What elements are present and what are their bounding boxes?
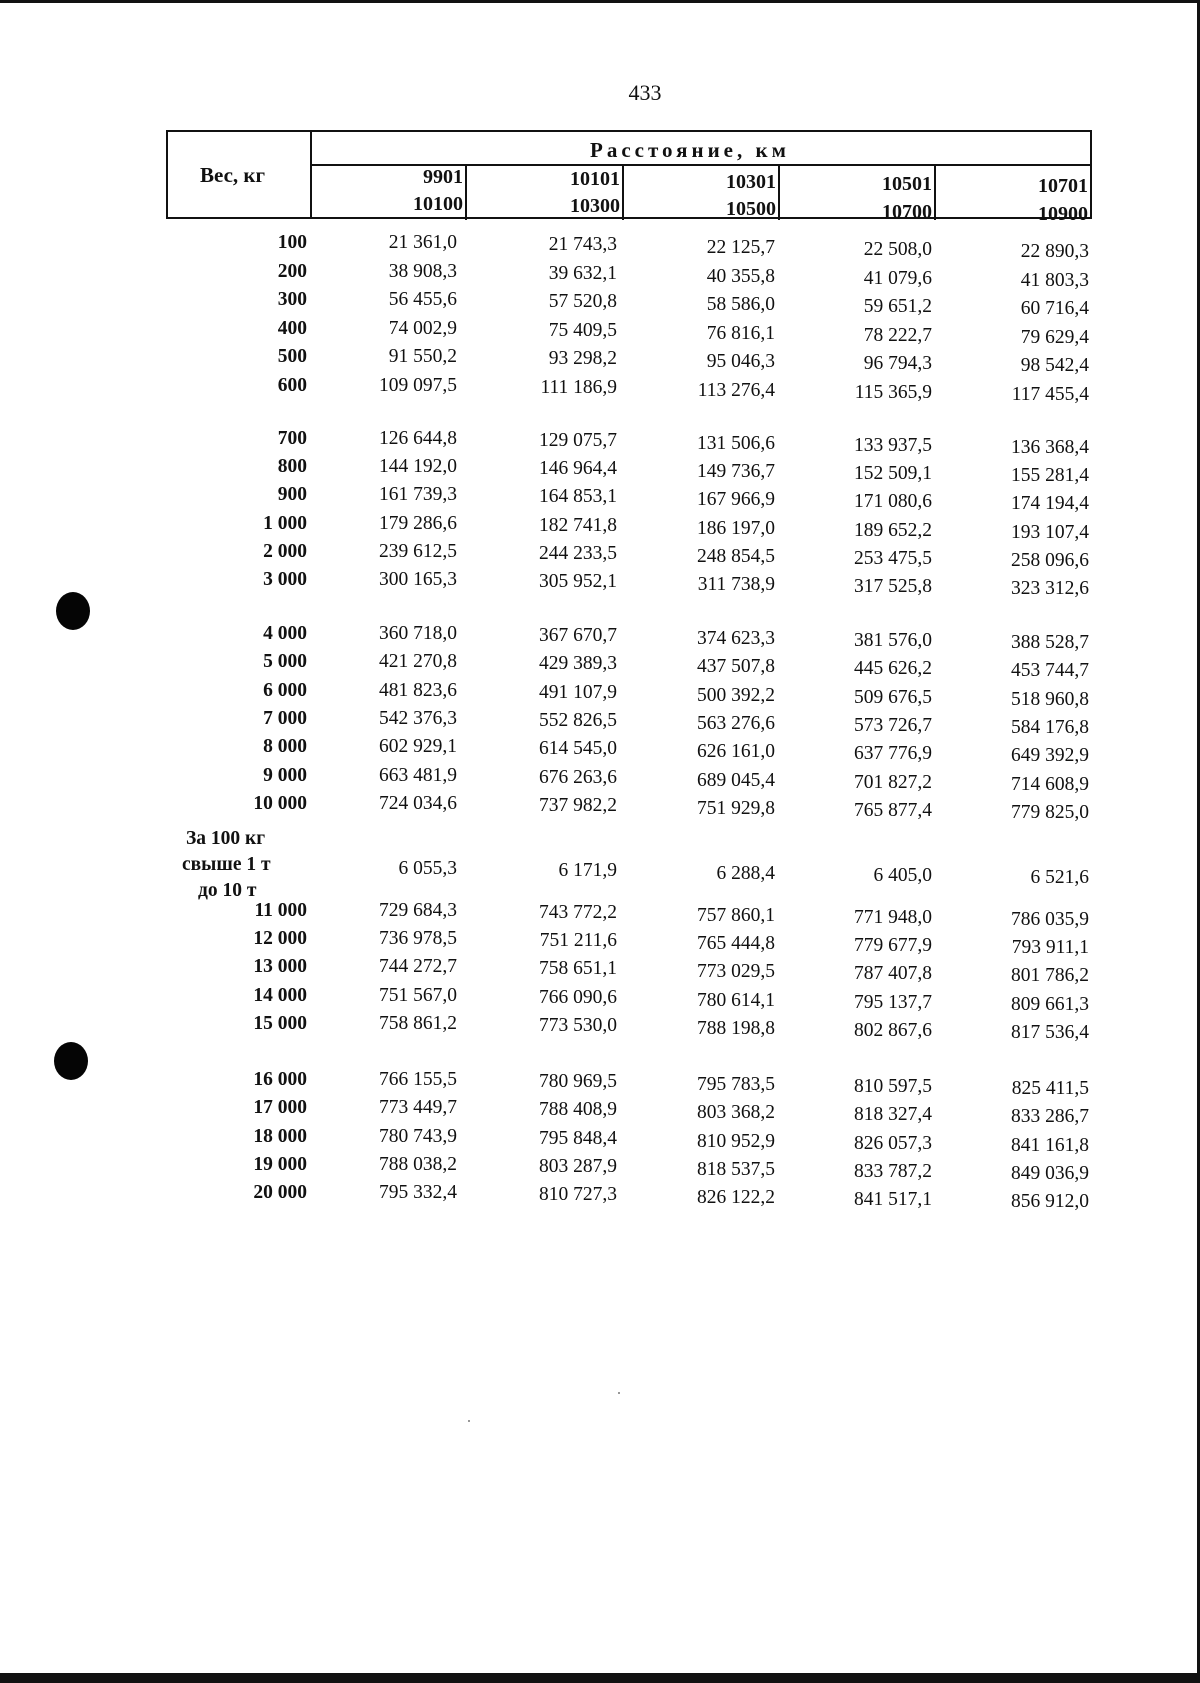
surcharge-label-line: За 100 кг: [186, 828, 266, 849]
value-cell: 300 165,3: [379, 569, 457, 590]
weight-cell: 12 000: [253, 928, 307, 949]
value-cell: 809 661,3: [1011, 994, 1089, 1015]
value-cell: 676 263,6: [539, 767, 617, 788]
value-cell: 76 816,1: [706, 323, 775, 344]
value-cell: 182 741,8: [539, 515, 617, 536]
value-cell: 773 029,5: [697, 961, 775, 982]
value-cell: 766 155,5: [379, 1069, 457, 1090]
weight-cell: 700: [277, 428, 307, 449]
surcharge-value-cell: 6 171,9: [558, 860, 617, 881]
value-cell: 765 444,8: [697, 933, 775, 954]
value-cell: 793 911,1: [1011, 937, 1089, 958]
table-row: [0, 484, 1200, 514]
value-cell: 788 408,9: [539, 1099, 617, 1120]
weight-cell: 400: [277, 318, 307, 339]
table-row: [0, 232, 1200, 262]
weight-cell: 17 000: [253, 1097, 307, 1118]
value-cell: 744 272,7: [379, 956, 457, 977]
value-cell: 757 860,1: [697, 905, 775, 926]
value-cell: 766 090,6: [539, 987, 617, 1008]
value-cell: 663 481,9: [379, 765, 457, 786]
value-cell: 795 137,7: [854, 992, 932, 1013]
value-cell: 817 536,4: [1011, 1022, 1089, 1043]
table-row: [0, 261, 1200, 291]
value-cell: 79 629,4: [1020, 327, 1089, 348]
table-row: [0, 736, 1200, 766]
table-row: [0, 956, 1200, 986]
weight-cell: 15 000: [253, 1013, 307, 1034]
value-cell: 518 960,8: [1011, 689, 1089, 710]
table-row: [0, 1069, 1200, 1099]
value-cell: 360 718,0: [379, 623, 457, 644]
value-cell: 841 161,8: [1011, 1135, 1089, 1156]
value-cell: 637 776,9: [854, 743, 932, 764]
value-cell: 758 651,1: [539, 958, 617, 979]
page-number: 433: [628, 80, 662, 105]
value-cell: 818 537,5: [697, 1159, 775, 1180]
weight-cell: 2 000: [263, 541, 307, 562]
value-cell: 115 365,9: [854, 382, 932, 403]
value-cell: 724 034,6: [379, 793, 457, 814]
value-cell: 248 854,5: [697, 546, 775, 567]
weight-cell: 10 000: [253, 793, 307, 814]
value-cell: 133 937,5: [854, 435, 932, 456]
table-row: [0, 513, 1200, 543]
value-cell: 39 632,1: [548, 263, 617, 284]
value-cell: 795 332,4: [379, 1182, 457, 1203]
weight-cell: 6 000: [263, 680, 307, 701]
value-cell: 21 361,0: [388, 232, 457, 253]
value-cell: 253 475,5: [854, 548, 932, 569]
weight-cell: 11 000: [254, 900, 307, 921]
table-row: [0, 569, 1200, 599]
surcharge-value-cell: 6 405,0: [873, 865, 932, 886]
value-cell: 787 407,8: [854, 963, 932, 984]
value-cell: 849 036,9: [1011, 1163, 1089, 1184]
value-cell: 74 002,9: [388, 318, 457, 339]
value-cell: 437 507,8: [697, 656, 775, 677]
range-to-3: 10500: [726, 198, 776, 220]
value-cell: 765 877,4: [854, 800, 932, 821]
range-to-2: 10300: [570, 195, 620, 217]
value-cell: 714 608,9: [1011, 774, 1089, 795]
weight-column-header: Вес, кг: [200, 163, 266, 187]
value-cell: 779 677,9: [854, 935, 932, 956]
table-row: [0, 928, 1200, 958]
value-cell: 149 736,7: [697, 461, 775, 482]
value-cell: 41 079,6: [863, 268, 932, 289]
weight-cell: 300: [277, 289, 307, 310]
value-cell: 563 276,6: [697, 713, 775, 734]
range-to-4: 10700: [882, 201, 932, 223]
value-cell: 751 929,8: [697, 798, 775, 819]
value-cell: 802 867,6: [854, 1020, 932, 1041]
value-cell: 109 097,5: [379, 375, 457, 396]
table-row: [0, 1013, 1200, 1043]
value-cell: 649 392,9: [1011, 745, 1089, 766]
weight-cell: 3 000: [263, 569, 307, 590]
value-cell: 810 952,9: [697, 1131, 775, 1152]
value-cell: 113 276,4: [697, 380, 775, 401]
table-row: [0, 289, 1200, 319]
value-cell: 161 739,3: [379, 484, 457, 505]
value-cell: 323 312,6: [1011, 578, 1089, 599]
value-cell: 136 368,4: [1011, 437, 1089, 458]
value-cell: 751 567,0: [379, 985, 457, 1006]
value-cell: 244 233,5: [539, 543, 617, 564]
weight-cell: 20 000: [253, 1182, 307, 1203]
value-cell: 189 652,2: [854, 520, 932, 541]
value-cell: 171 080,6: [854, 491, 932, 512]
value-cell: 311 738,9: [697, 574, 775, 595]
value-cell: 374 623,3: [697, 628, 775, 649]
value-cell: 818 327,4: [854, 1104, 932, 1125]
value-cell: 602 929,1: [379, 736, 457, 757]
value-cell: 773 530,0: [539, 1015, 617, 1036]
value-cell: 509 676,5: [854, 687, 932, 708]
range-from-3: 10301: [726, 171, 776, 193]
table-row: [0, 375, 1200, 405]
value-cell: 491 107,9: [539, 682, 617, 703]
value-cell: 788 038,2: [379, 1154, 457, 1175]
value-cell: 826 057,3: [854, 1133, 932, 1154]
value-cell: 193 107,4: [1011, 522, 1089, 543]
range-to-1: 10100: [413, 193, 463, 215]
value-cell: 22 125,7: [706, 237, 775, 258]
table-row: [0, 900, 1200, 930]
weight-cell: 19 000: [253, 1154, 307, 1175]
value-cell: 131 506,6: [697, 433, 775, 454]
value-cell: 60 716,4: [1020, 298, 1089, 319]
value-cell: 22 890,3: [1020, 241, 1089, 262]
distance-header: Расстояние, км: [590, 138, 790, 162]
value-cell: 779 825,0: [1011, 802, 1089, 823]
range-from-4: 10501: [882, 173, 932, 195]
value-cell: 552 826,5: [539, 710, 617, 731]
value-cell: 825 411,5: [1011, 1078, 1089, 1099]
value-cell: 445 626,2: [854, 658, 932, 679]
value-cell: 584 176,8: [1011, 717, 1089, 738]
value-cell: 91 550,2: [388, 346, 457, 367]
value-cell: 542 376,3: [379, 708, 457, 729]
value-cell: 573 726,7: [854, 715, 932, 736]
value-cell: 780 743,9: [379, 1126, 457, 1147]
value-cell: 57 520,8: [548, 291, 617, 312]
value-cell: 239 612,5: [379, 541, 457, 562]
weight-cell: 800: [277, 456, 307, 477]
value-cell: 810 597,5: [854, 1076, 932, 1097]
value-cell: 421 270,8: [379, 651, 457, 672]
surcharge-value-cell: 6 055,3: [398, 858, 457, 879]
value-cell: 129 075,7: [539, 430, 617, 451]
value-cell: 317 525,8: [854, 576, 932, 597]
value-cell: 701 827,2: [854, 772, 932, 793]
weight-cell: 18 000: [253, 1126, 307, 1147]
value-cell: 743 772,2: [539, 902, 617, 923]
weight-cell: 200: [277, 261, 307, 282]
value-cell: 751 211,6: [539, 930, 617, 951]
weight-cell: 13 000: [253, 956, 307, 977]
value-cell: 367 670,7: [539, 625, 617, 646]
scan-speck: [468, 1420, 470, 1422]
value-cell: 75 409,5: [548, 320, 617, 341]
range-from-2: 10101: [570, 168, 620, 190]
value-cell: 155 281,4: [1011, 465, 1089, 486]
value-cell: 126 644,8: [379, 428, 457, 449]
value-cell: 56 455,6: [388, 289, 457, 310]
table-row: [0, 1182, 1200, 1212]
value-cell: 801 786,2: [1011, 965, 1089, 986]
value-cell: 167 966,9: [697, 489, 775, 510]
surcharge-value-cell: 6 521,6: [1030, 867, 1089, 888]
table-row: [0, 680, 1200, 710]
value-cell: 40 355,8: [706, 266, 775, 287]
table-row: [0, 1097, 1200, 1127]
surcharge-label-line: свыше 1 т: [182, 854, 271, 875]
table-row: [0, 708, 1200, 738]
value-cell: 58 586,0: [706, 294, 775, 315]
surcharge-row: [0, 858, 1200, 888]
value-cell: 381 576,0: [854, 630, 932, 651]
value-cell: 152 509,1: [854, 463, 932, 484]
weight-cell: 14 000: [253, 985, 307, 1006]
weight-cell: 600: [277, 375, 307, 396]
weight-cell: 8 000: [263, 736, 307, 757]
value-cell: 481 823,6: [379, 680, 457, 701]
weight-cell: 100: [277, 232, 307, 253]
weight-cell: 900: [277, 484, 307, 505]
value-cell: 826 122,2: [697, 1187, 775, 1208]
table-row: [0, 1126, 1200, 1156]
value-cell: 179 286,6: [379, 513, 457, 534]
value-cell: 21 743,3: [548, 234, 617, 255]
weight-cell: 4 000: [263, 623, 307, 644]
weight-cell: 7 000: [263, 708, 307, 729]
value-cell: 803 287,9: [539, 1156, 617, 1177]
value-cell: 429 389,3: [539, 653, 617, 674]
value-cell: 786 035,9: [1011, 909, 1089, 930]
value-cell: 500 392,2: [697, 685, 775, 706]
value-cell: 758 861,2: [379, 1013, 457, 1034]
weight-cell: 5 000: [263, 651, 307, 672]
value-cell: 258 096,6: [1011, 550, 1089, 571]
table-row: [0, 346, 1200, 376]
scan-speck: [618, 1392, 620, 1394]
value-cell: 626 161,0: [697, 741, 775, 762]
table-row: [0, 623, 1200, 653]
value-cell: 833 286,7: [1011, 1106, 1089, 1127]
value-cell: 93 298,2: [548, 348, 617, 369]
value-cell: 453 744,7: [1011, 660, 1089, 681]
value-cell: 771 948,0: [854, 907, 932, 928]
range-to-5: 10900: [1038, 203, 1088, 225]
range-from-1: 9901: [423, 166, 463, 188]
value-cell: 856 912,0: [1011, 1191, 1089, 1212]
value-cell: 186 197,0: [697, 518, 775, 539]
range-from-5: 10701: [1038, 175, 1088, 197]
value-cell: 38 908,3: [388, 261, 457, 282]
value-cell: 788 198,8: [697, 1018, 775, 1039]
value-cell: 810 727,3: [539, 1184, 617, 1205]
value-cell: 833 787,2: [854, 1161, 932, 1182]
table-row: [0, 456, 1200, 486]
value-cell: 95 046,3: [706, 351, 775, 372]
value-cell: 388 528,7: [1011, 632, 1089, 653]
value-cell: 78 222,7: [863, 325, 932, 346]
value-cell: 174 194,4: [1011, 493, 1089, 514]
value-cell: 164 853,1: [539, 486, 617, 507]
value-cell: 22 508,0: [863, 239, 932, 260]
table-row: [0, 318, 1200, 348]
value-cell: 144 192,0: [379, 456, 457, 477]
value-cell: 780 614,1: [697, 990, 775, 1011]
value-cell: 803 368,2: [697, 1102, 775, 1123]
table-row: [0, 1154, 1200, 1184]
value-cell: 111 186,9: [540, 377, 617, 398]
surcharge-value-cell: 6 288,4: [716, 863, 775, 884]
weight-cell: 1 000: [263, 513, 307, 534]
value-cell: 773 449,7: [379, 1097, 457, 1118]
value-cell: 736 978,5: [379, 928, 457, 949]
value-cell: 795 783,5: [697, 1074, 775, 1095]
value-cell: 614 545,0: [539, 738, 617, 759]
weight-cell: 9 000: [263, 765, 307, 786]
value-cell: 41 803,3: [1020, 270, 1089, 291]
value-cell: 841 517,1: [854, 1189, 932, 1210]
value-cell: 96 794,3: [863, 353, 932, 374]
table-row: [0, 793, 1200, 823]
weight-cell: 16 000: [253, 1069, 307, 1090]
table-row: [0, 985, 1200, 1015]
value-cell: 146 964,4: [539, 458, 617, 479]
value-cell: 98 542,4: [1020, 355, 1089, 376]
value-cell: 59 651,2: [863, 296, 932, 317]
value-cell: 305 952,1: [539, 571, 617, 592]
value-cell: 689 045,4: [697, 770, 775, 791]
value-cell: 795 848,4: [539, 1128, 617, 1149]
weight-cell: 500: [277, 346, 307, 367]
table-row: [0, 428, 1200, 458]
value-cell: 117 455,4: [1011, 384, 1089, 405]
table-row: [0, 651, 1200, 681]
surcharge-label-line: до 10 т: [198, 880, 257, 901]
value-cell: 729 684,3: [379, 900, 457, 921]
value-cell: 780 969,5: [539, 1071, 617, 1092]
table-row: [0, 765, 1200, 795]
table-row: [0, 541, 1200, 571]
value-cell: 737 982,2: [539, 795, 617, 816]
